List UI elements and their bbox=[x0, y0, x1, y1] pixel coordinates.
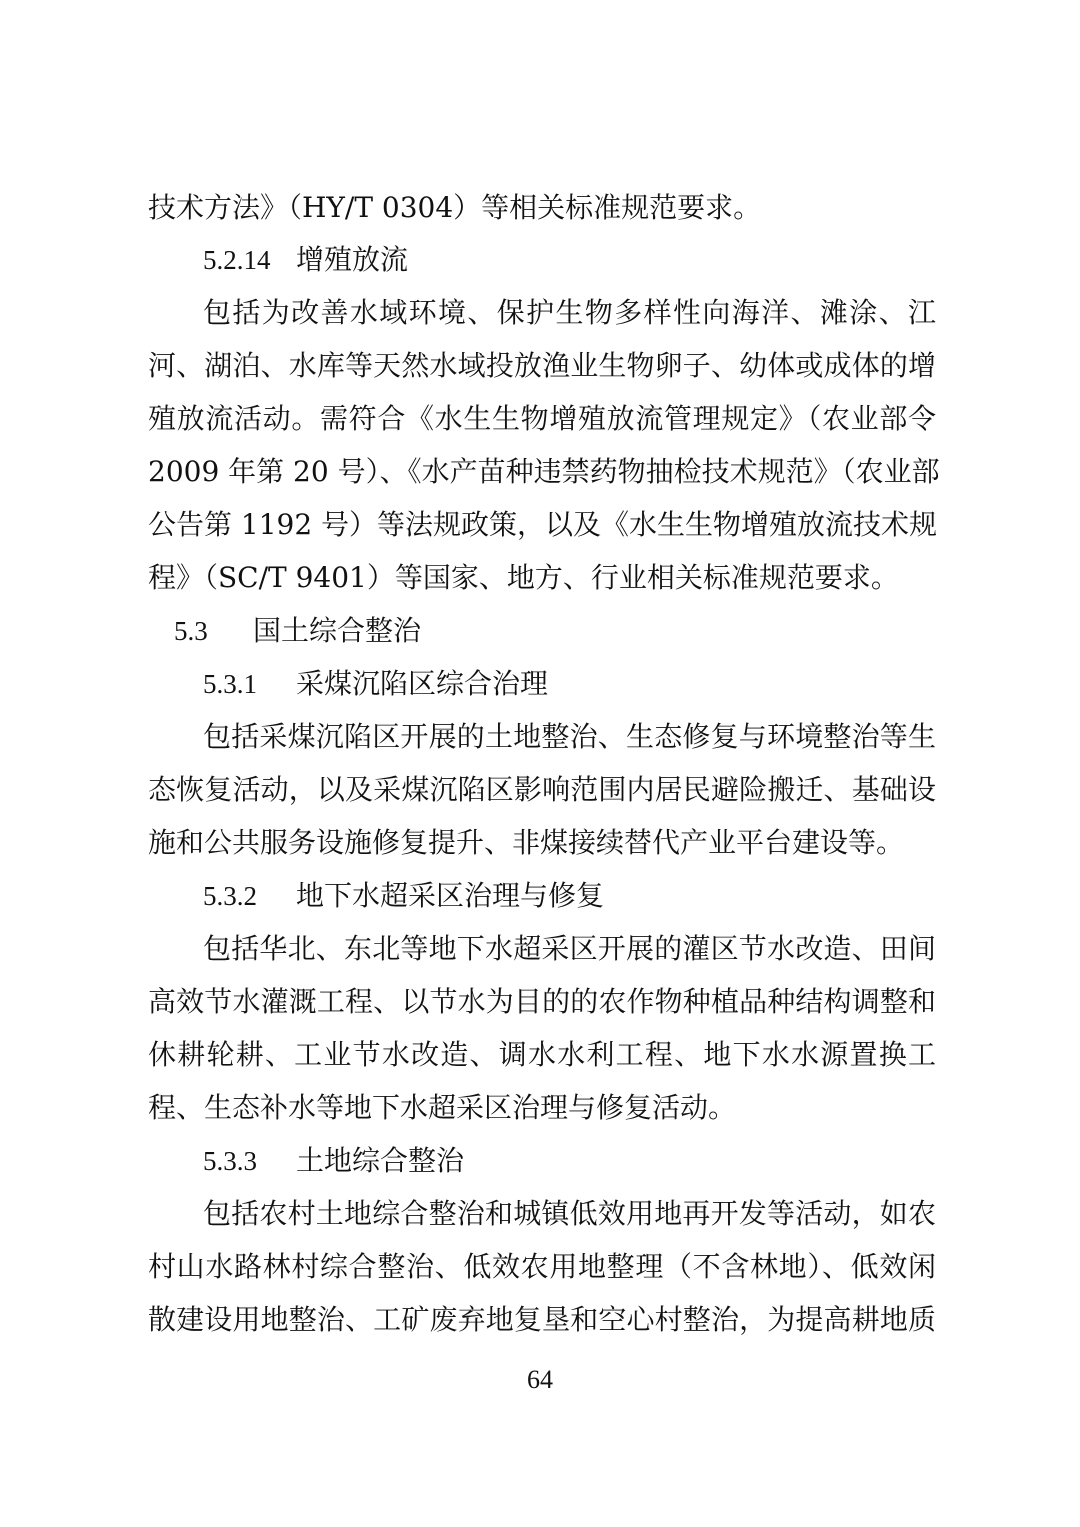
text-line: 公告第 1192 号）等法规政策，以及《水生生物增殖放流技术规 bbox=[148, 508, 938, 541]
section-title: 增殖放流 bbox=[296, 243, 409, 276]
text-line: 殖放流活动。需符合《水生生物增殖放流管理规定》（农业部令 bbox=[148, 402, 936, 435]
text-line: 河、湖泊、水库等天然水域投放渔业生物卵子、幼体或成体的增 bbox=[148, 349, 936, 382]
section-number: 5.3.1 bbox=[203, 669, 257, 699]
text-line: 包括采煤沉陷区开展的土地整治、生态修复与环境整治等生 bbox=[203, 720, 936, 753]
text-line: 休耕轮耕、工业节水改造、调水水利工程、地下水水源置换工 bbox=[148, 1038, 936, 1071]
text-line: 2009 年第 20 号）、《水产苗种违禁药物抽检技术规范》（农业部 bbox=[148, 455, 940, 488]
text-line: 包括为改善水域环境、保护生物多样性向海洋、滩涂、江 bbox=[203, 296, 936, 329]
text-line: 村山水路林村综合整治、低效农用地整理（不含林地）、低效闲 bbox=[148, 1250, 936, 1283]
text-line: 高效节水灌溉工程、以节水为目的的农作物种植品种结构调整和 bbox=[148, 985, 936, 1018]
text-line: 程》（SC/T 9401）等国家、地方、行业相关标准规范要求。 bbox=[148, 561, 899, 594]
section-title: 国土综合整治 bbox=[253, 614, 422, 647]
text-line: 包括农村土地综合整治和城镇低效用地再开发等活动，如农 bbox=[203, 1197, 936, 1230]
section-heading bbox=[0, 611, 1080, 651]
section-title: 采煤沉陷区综合治理 bbox=[296, 667, 549, 700]
text-line: 技术方法》（HY/T 0304）等相关标准规范要求。 bbox=[148, 191, 762, 224]
section-heading bbox=[0, 1141, 1080, 1181]
section-title: 地下水超采区治理与修复 bbox=[296, 879, 605, 912]
text-line: 施和公共服务设施修复提升、非煤接续替代产业平台建设等。 bbox=[148, 826, 905, 859]
section-number: 5.3 bbox=[174, 616, 208, 646]
section-title: 土地综合整治 bbox=[296, 1144, 465, 1177]
section-number: 5.3.3 bbox=[203, 1146, 257, 1176]
text-line: 包括华北、东北等地下水超采区开展的灌区节水改造、田间 bbox=[203, 932, 936, 965]
text-line: 散建设用地整治、工矿废弃地复垦和空心村整治，为提高耕地质 bbox=[148, 1303, 936, 1336]
section-heading bbox=[0, 664, 1080, 704]
section-number: 5.2.14 bbox=[203, 245, 271, 275]
section-heading bbox=[0, 240, 1080, 280]
text-line: 态恢复活动，以及采煤沉陷区影响范围内居民避险搬迁、基础设 bbox=[148, 773, 936, 806]
text-line: 程、生态补水等地下水超采区治理与修复活动。 bbox=[148, 1091, 737, 1124]
section-number: 5.3.2 bbox=[203, 881, 257, 911]
section-heading bbox=[0, 876, 1080, 916]
page-number: 64 bbox=[527, 1365, 553, 1394]
